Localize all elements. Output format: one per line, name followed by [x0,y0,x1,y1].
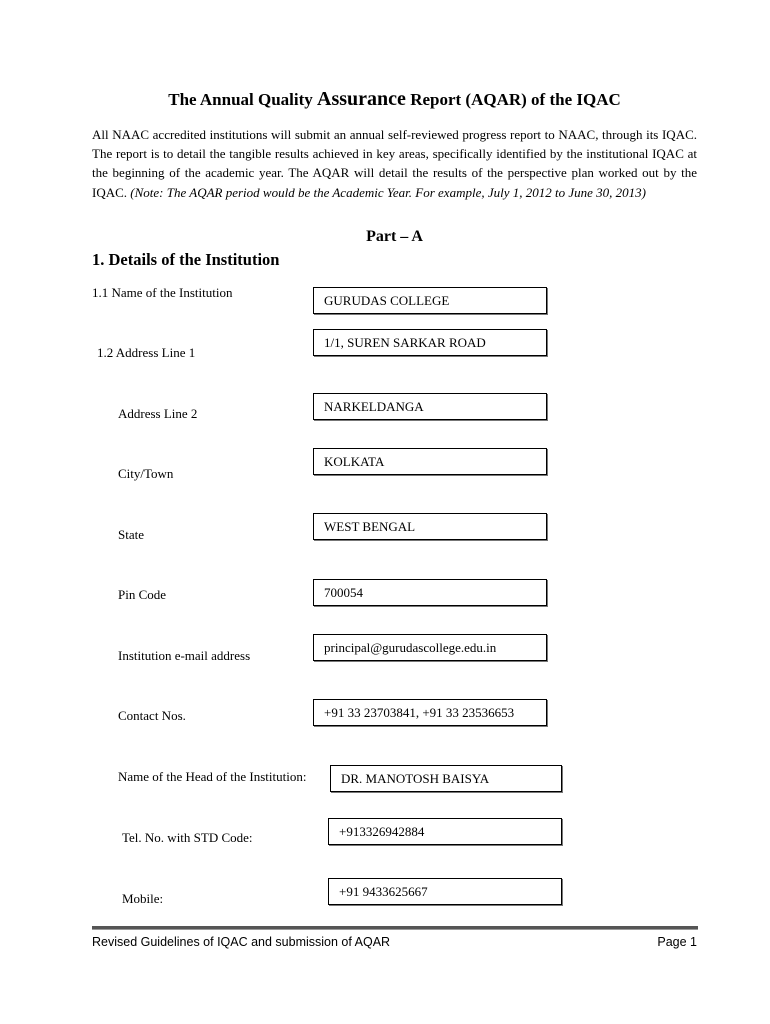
part-heading: Part – A [366,228,423,245]
address-line-2-field[interactable]: NARKELDANGA [313,393,547,420]
title-part-1: The Annual Quality [168,90,318,109]
head-label: Name of the Head of the Institution: [118,769,307,784]
footer-divider [92,926,698,930]
address-line-1-label: 1.2 Address Line 1 [97,345,196,360]
head-name-field[interactable]: DR. MANOTOSH BAISYA [330,765,562,792]
mobile-field[interactable]: +91 9433625667 [328,878,562,905]
address-line-1-field[interactable]: 1/1, SUREN SARKAR ROAD [313,329,547,356]
pin-code-label: Pin Code [118,587,167,602]
city-label: City/Town [118,466,174,481]
pin-code-field[interactable]: 700054 [313,579,547,606]
page-title [92,88,697,111]
intro-paragraph [92,125,697,202]
mobile-label: Mobile: [122,891,164,906]
section-heading: 1. Details of the Institution [92,250,280,269]
name-label: 1.1 Name of the Institution [92,285,233,300]
footer-title: Revised Guidelines of IQAC and submission of AQAR [92,935,391,949]
email-field[interactable]: principal@gurudascollege.edu.in [313,634,547,661]
title-emphasis: Assurance [317,88,406,110]
tel-label: Tel. No. with STD Code: [122,830,253,845]
intro-note: (Note: The AQAR period would be the Academic Year. For example, July 1, 2012 to June 30, 2013) [130,184,646,200]
address-line-2-label: Address Line 2 [118,406,198,421]
intro-text: All NAAC accredited institutions will submit an annual self-reviewed progress report to NAAC, through its IQAC. The report is to detail the tangible results achieved in key areas, specifically identified by the institutional IQAC at the beginning of the academic year. The AQAR will detail the results of the perspective plan worked out by the IQAC. [92,127,697,200]
state-label: State [118,527,144,542]
page-number: Page 1 [657,935,697,949]
contact-label: Contact Nos. [118,708,186,723]
city-field[interactable]: KOLKATA [313,448,547,475]
tel-field[interactable]: +913326942884 [328,818,562,845]
email-label: Institution e-mail address [118,648,251,663]
contact-field[interactable]: +91 33 23703841, +91 33 23536653 [313,699,547,726]
state-field[interactable]: WEST BENGAL [313,513,547,540]
institution-name-field[interactable]: GURUDAS COLLEGE [313,287,547,314]
title-part-2: Report (AQAR) of the IQAC [405,90,621,109]
